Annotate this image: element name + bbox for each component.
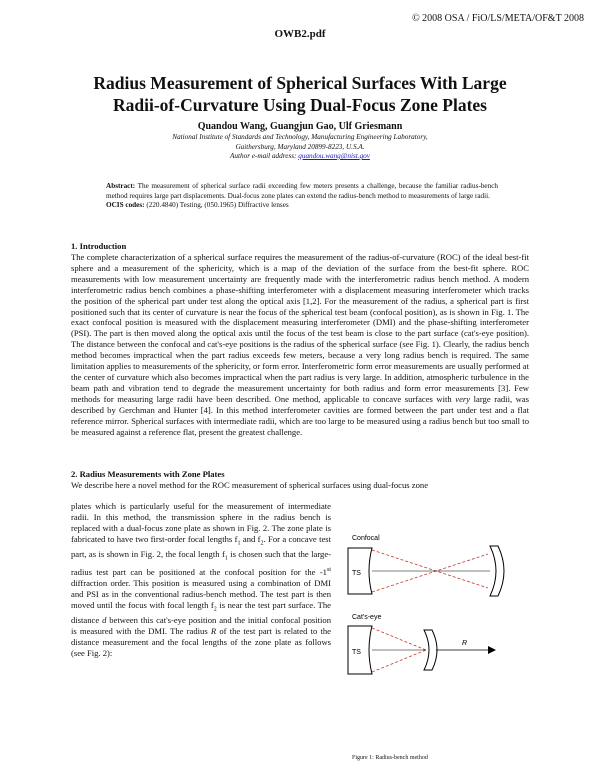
paper-code: OWB2.pdf	[274, 28, 326, 40]
abstract-text: The measurement of spherical surface radii exceeding few meters presents a challenge, because the familiar radius-bench method requires large part displacements. Dual-focus zone plates can extend the radius-bench method to measurements of large radii.	[106, 182, 498, 200]
s2-text-5: diffraction order. This position is measured using a combination of DMI and PSI as in the conventional radius-bench method. The test part is then moved until the focus with focal length f	[71, 577, 331, 610]
displacement-arrow	[436, 646, 496, 654]
s2-var-r: R	[210, 626, 217, 637]
s2-sup: st	[326, 566, 331, 573]
catseye-rays	[372, 628, 426, 672]
abstract-label: Abstract:	[106, 182, 136, 190]
authors: Quandou Wang, Guangjun Gao, Ulf Griesmann	[197, 121, 403, 132]
section-1-heading: 1. Introduction	[71, 241, 127, 251]
section-2-body	[71, 501, 331, 659]
s2-text-7: between this cat's-eye position and the initial confocal position is measured with the DMI. The radius	[71, 615, 331, 637]
title-line-2: Radii-of-Curvature Using Dual-Focus Zone Plates	[113, 95, 487, 115]
label-confocal: Confocal	[352, 535, 380, 542]
email-link[interactable]: quandou.wang@nist.gov	[298, 152, 370, 160]
label-ts-catseye: TS	[352, 649, 361, 656]
section-1-text-b: large radii, was described by Gerchman and Hunter [4]. In this method interferometer cavities are formed between the part under test and a flat reference mirror. Spherical surfaces with intermediate radii, which are too large to be measured using a radius bench but too small to be measured against a reference flat, present the greatest challenge.	[71, 393, 530, 437]
section-1-body	[71, 252, 529, 437]
paper-title	[50, 72, 550, 116]
abstract	[106, 182, 498, 211]
email-line	[120, 152, 480, 162]
affiliation-line-1: National Institute of Standards and Technology, Manufacturing Engineering Laboratory,	[172, 133, 428, 141]
section-2-heading: 2. Radius Measurements with Zone Plates	[71, 469, 225, 479]
s2-sub-2: 2	[260, 540, 264, 547]
affiliation	[120, 133, 480, 162]
label-catseye: Cat's-eye	[352, 614, 382, 621]
s2-text-3: . For a concave test part, as is shown in Fig. 2, the focal length f	[71, 533, 332, 560]
s2-text-1: plates which is particularly useful for the measurement of intermediate radii. In this method, the transmission sphere in the radius bench is replaced with a dual-focus zone plate as shown in Fig. 2. The zone plate is fabricated to have two first-order focal lengths f	[71, 501, 331, 544]
s2-sub-1: 1	[237, 540, 241, 547]
title-line-1: Radius Measurement of Spherical Surfaces With Large	[93, 73, 507, 93]
confocal-rays	[372, 550, 490, 592]
s2-text-4: is chosen such that the large-radius test part can be positioned at the confocal position for the -1	[71, 549, 331, 577]
section-1-emphasis: very	[455, 393, 471, 404]
copyright-notice: © 2008 OSA / FiO/LS/META/OF&T 2008	[412, 13, 584, 24]
s2-text-6: is near the test part surface. The distance	[71, 599, 331, 626]
confocal-test-part	[490, 546, 504, 596]
s2-var-d: d	[102, 615, 107, 626]
s2-sub-4: 2	[213, 606, 217, 613]
s2-sub-3: 1	[224, 556, 228, 563]
section-1-text-a: The complete characterization of a spherical surface requires the measurement of the radius-of-curvature (ROC) of the ideal best-fit sphere and a measurement of the sphericity, which is a map of the deviation of the surface from the best-fit sphere. ROC measurements with low measurement uncertainty are frequently made with the interferometric radius bench method. A modern interferometric radius bench combines a phase-shifting interferometer with a displacement measuring interferometer which tracks the position of the spherical part under test along the optical axis [1,2]. For the measurement of the radius, a spherical part is first positioned such that its center of curvature is near the focus of the spherical test beam (confocal position), as is shown in Fig. 1. The exact confocal position is measured with the displacement measuring interferometer (DMI) and the phase-shifting interferometer (PSI). The part is then moved along the optical axis until the focus of the test beam is close to the part surface (cat's-eye position). The distance between the confocal and cat's-eye positions is the radius of the spherical surface (see Fig. 1). Clearly, the radius bench method becomes impractical when the part radius exceeds few meters, because a very long radius bench is required. The same limitation applies to measurements of the sphericity, or form error. Interferometric form error measurements are usually performed at the center of curvature which also becomes impractical when the part radius is very large. In addition, atmospheric turbulence in the beam path and vibration tend to degrade the measurement uncertainty for both radius and form error measurements [3]. Few methods for measuring large radii have been described. One method, applicable to concave surfaces with	[71, 252, 529, 404]
s2-text-2: and f	[242, 533, 261, 544]
figure-1-radius-bench	[340, 526, 530, 758]
affiliation-line-2: Gaithersburg, Maryland 20899-8223, U.S.A.	[235, 142, 365, 151]
label-ts-confocal: TS	[352, 570, 361, 577]
figure-1-caption: Figure 1: Radius-bench method	[352, 755, 428, 761]
label-r: R	[462, 640, 468, 647]
email-label: Author e-mail address:	[230, 152, 297, 160]
s2-text-8: of the test part is related to the distance measurement and the focal lengths of the zone plate as follows (see Fig. 2):	[71, 626, 331, 658]
ocis-label: OCIS codes:	[106, 201, 145, 210]
section-2-intro: We describe here a novel method for the ROC measurement of spherical surfaces using dual-focus zone	[71, 480, 429, 490]
ocis-text: (220.4840) Testing, (050.1965) Diffractive lenses	[146, 201, 289, 210]
